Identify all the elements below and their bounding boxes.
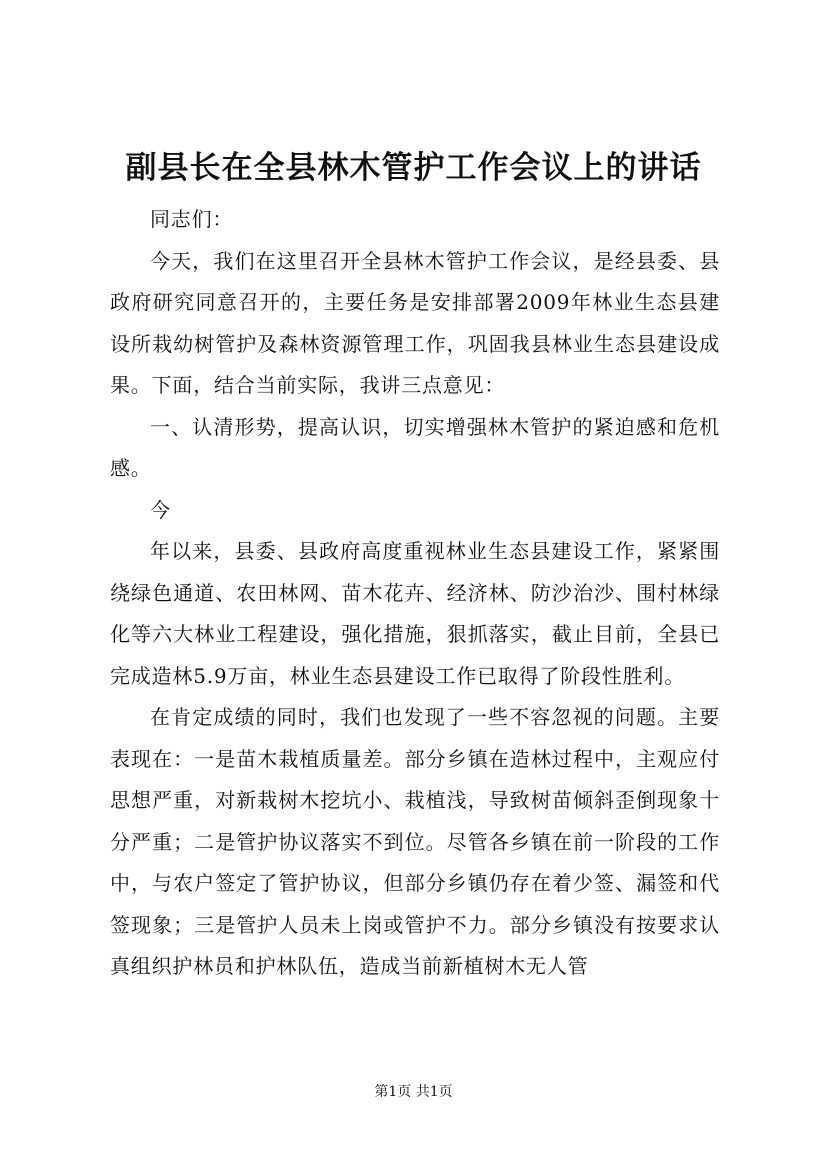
- paragraph-section-heading: 一、认清形势，提高认识，切实增强林木管护的紧迫感和危机感。: [110, 414, 720, 480]
- paragraph-achievements: 年以来，县委、县政府高度重视林业生态县建设工作，紧紧围绕绿色通道、农田林网、苗木花卉、经济林、防沙治沙、围村林绿化等六大林业工程建设，强化措施，狠抓落实，截止目前，全县已完成造林5.9万亩，林业生态县建设工作已取得了阶段性胜利。: [110, 539, 720, 688]
- page-footer: 第1页 共1页: [374, 1084, 453, 1100]
- document-title: 副县长在全县林木管护工作会议上的讲话: [125, 150, 702, 186]
- paragraph-salutation: 同志们：: [150, 207, 234, 231]
- paragraph-fragment: 今: [150, 497, 171, 522]
- paragraph-intro: 今天，我们在这里召开全县林木管护工作会议，是经县委、县政府研究同意召开的，主要任务是安排部署2009年林业生态县建设所栽幼树管护及森林资源管理工作，巩固我县林业生态县建设成果。下面，结合当前实际，我讲三点意见：: [110, 248, 720, 397]
- document-body: [110, 199, 720, 988]
- paragraph-problems: 在肯定成绩的同时，我们也发现了一些不容忽视的问题。主要表现在：一是苗木栽植质量差。部分乡镇在造林过程中，主观应付思想严重，对新栽树木挖坑小、栽植浅，导致树苗倾斜歪倒现象十分严重；二是管护协议落实不到位。尽管各乡镇在前一阶段的工作中，与农户签定了管护协议，但部分乡镇仍存在着少签、漏签和代签现象；三是管护人员未上岗或管护不力。部分乡镇没有按要求认真组织护林员和护林队伍，造成当前新植树木无人管: [110, 705, 720, 978]
